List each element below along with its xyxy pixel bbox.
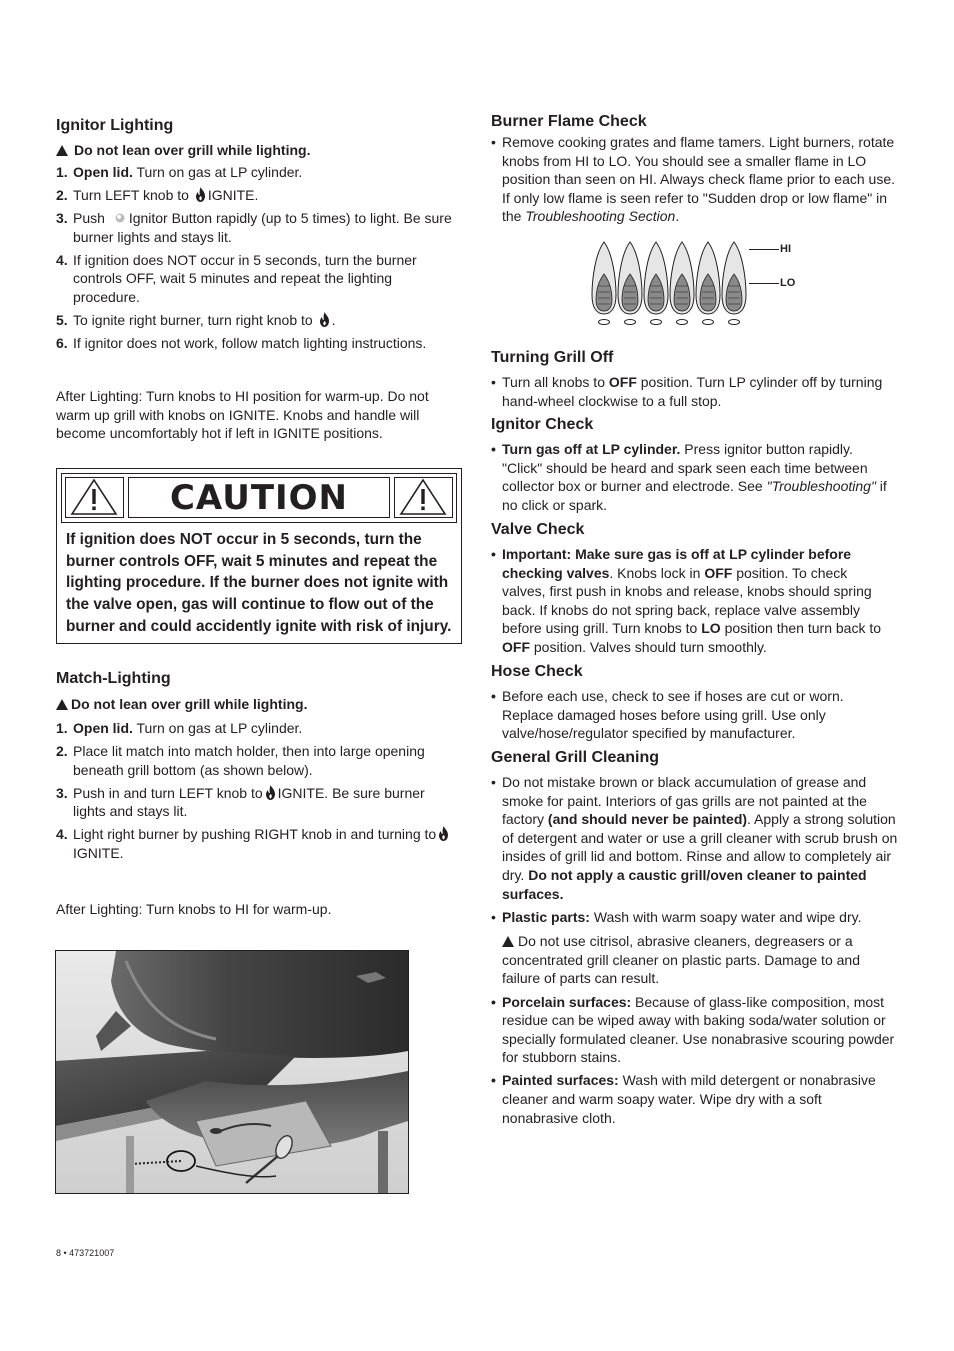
flame-icon [319, 312, 330, 327]
caution-title: CAUTION [128, 477, 390, 518]
list-item: • Painted surfaces: Wash with mild detergent or nonabrasive cleaner and warm soapy water. Wipe dry with a soft nonabrasive cloth. [491, 1072, 876, 1126]
hose-check-heading: Hose Check [491, 663, 583, 680]
burner-flame [644, 242, 668, 325]
hi-label: HI [780, 243, 791, 255]
ignitor-warning: Do not lean over grill while lighting. [56, 141, 456, 160]
ignitor-button-icon [115, 213, 125, 223]
hose-check-list [491, 687, 891, 747]
list-item: • Before each use, check to see if hoses are cut or worn. Replace damaged hoses before using grill. Use only valve/hose/regulator specified by manufacturer. [491, 688, 844, 742]
list-item: 2. Turn LEFT knob to IGNITE. [56, 187, 259, 204]
ignitor-steps [56, 163, 456, 357]
lo-label: LO [780, 277, 796, 289]
turning-grill-off-heading: Turning Grill Off [491, 349, 614, 366]
page-footer: 8 • 473721007 [56, 1248, 115, 1258]
ignitor-check-list [491, 440, 891, 519]
list-item: 2. Place lit match into match holder, then into large opening beneath grill bottom (as shown below). [56, 743, 425, 778]
burner-flame [696, 242, 720, 325]
warning-triangle-icon [395, 478, 451, 516]
ignitor-check-heading: Ignitor Check [491, 416, 594, 433]
ignitor-lighting-heading: Ignitor Lighting [56, 117, 174, 134]
list-item: 4. If ignition does NOT occur in 5 seconds, turn the burner controls OFF, wait 5 minutes and repeat the lighting procedure. [56, 251, 417, 306]
flame-icon [195, 187, 206, 202]
list-item: 3. Push Ignitor Button rapidly (up to 5 times) to light. Be sure burner lights and stays lit. [56, 210, 452, 245]
list-item: • Plastic parts: Wash with warm soapy water and wipe dry. Do not use citrisol, abrasive cleaners, degreasers or a concentrated grill cleaner on plastic parts. Damage to and failure of parts can result. [491, 908, 901, 988]
flame-diagram [591, 240, 811, 330]
caution-warning-right [394, 477, 453, 518]
burner-flame [592, 242, 616, 325]
valve-check-heading: Valve Check [491, 521, 585, 538]
list-item: • Turn all knobs to OFF position. Turn LP cylinder off by turning hand-wheel clockwise to a full stop. [491, 374, 883, 409]
burner-flame-check-heading: Burner Flame Check [491, 113, 647, 130]
list-item: 5. To ignite right burner, turn right knob to . [56, 312, 336, 329]
general-grill-cleaning-heading: General Grill Cleaning [491, 749, 660, 766]
burner-flame [722, 242, 746, 325]
caution-header [61, 473, 457, 523]
list-item: 3. Push in and turn LEFT knob to IGNITE. Be sure burner lights and stays lit. [56, 784, 425, 820]
list-item: • Do not mistake brown or black accumulation of grease and smoke for paint. Interiors of gas grills are not painted at the factory (and should never be painted). Apply a strong solution of detergent and water or use a grill cleaner with scrub brush on insides of grill lid and bottom. Rinse and allow to completely air dry. Do not apply a caustic grill/oven cleaner to painted surfaces. [491, 774, 898, 902]
list-item: • Porcelain surfaces: Because of glass-like composition, most residue can be wiped away with baking soda/water solution or specially formulated cleaner. Use nonabrasive scouring powder for stubborn stains. [491, 993, 895, 1066]
list-item: • Remove cooking grates and flame tamers. Light burners, rotate knobs from HI to LO. You should see a smaller flame in LO position than seen on HI. Always check flame prior to each use. If only low flame is seen refer to "Sudden drop or low flame" in the Troubleshooting Section. [491, 134, 895, 225]
lo-leader-line [749, 283, 779, 284]
turning-grill-off-list [491, 373, 901, 415]
match-steps [56, 719, 458, 867]
list-item: 4. Light right burner by pushing RIGHT knob in and turning toIGNITE. [56, 825, 458, 862]
flame-icon [438, 826, 449, 841]
caution-warning-left [65, 477, 124, 518]
flame-icon [265, 785, 276, 800]
list-item: • Turn gas off at LP cylinder. Press ignitor button rapidly. "Click" should be heard and spark seen each time between collector box or burner and electrode. See "Troubleshooting" if no click or spark. [491, 441, 887, 513]
list-item: 1. Open lid. Turn on gas at LP cylinder. [56, 164, 303, 180]
plastic-warning: Do not use citrisol, abrasive cleaners, degreasers or a concentrated grill cleaner on plastic parts. Damage to and failure of parts can result. [502, 933, 860, 987]
valve-check-list [491, 545, 891, 661]
list-item: 6. If ignitor does not work, follow match lighting instructions. [56, 335, 427, 352]
warning-triangle-icon [56, 145, 68, 156]
burner-flame [618, 242, 642, 325]
hi-leader-line [749, 249, 779, 250]
match-lighting-heading: Match-Lighting [56, 670, 171, 687]
burner-flames-icon [591, 240, 781, 328]
cleaning-list [491, 773, 901, 1132]
warning-triangle-icon [56, 699, 68, 710]
caution-body: If ignition does NOT occur in 5 seconds, turn the burner controls OFF, wait 5 minutes and repeat the lighting procedure. If the burner does not ignite with the valve open, gas will continue to flow out of the burner and could accidently ignite with risk of injury. [66, 531, 452, 635]
match-warning: Do not lean over grill while lighting. [56, 695, 456, 714]
match-lighting-photo [55, 950, 409, 1194]
grill-match-holder-image [56, 951, 408, 1193]
warning-triangle-icon [66, 478, 122, 516]
burner-flame [670, 242, 694, 325]
caution-box [56, 468, 462, 644]
match-after-lighting: After Lighting: Turn knobs to HI for warm-up. [56, 901, 332, 917]
list-item: 1. Open lid. Turn on gas at LP cylinder. [56, 720, 303, 736]
burner-flame-check-list [491, 133, 901, 230]
warning-triangle-icon [502, 936, 514, 947]
ignitor-after-lighting: After Lighting: Turn knobs to HI position for warm-up. Do not warm up grill with knobs on IGNITE. Knobs and handle will become uncomfortably hot if left in IGNITE positions. [56, 388, 429, 442]
list-item: • Important: Make sure gas is off at LP cylinder before checking valves. Knobs lock in OFF position. To check valves, first push in knobs and release, knobs should spring back. If knobs do not spring back, replace valve assembly before using grill. Turn knobs to LO position then turn back to OFF position. Valves should turn smoothly. [491, 546, 882, 655]
